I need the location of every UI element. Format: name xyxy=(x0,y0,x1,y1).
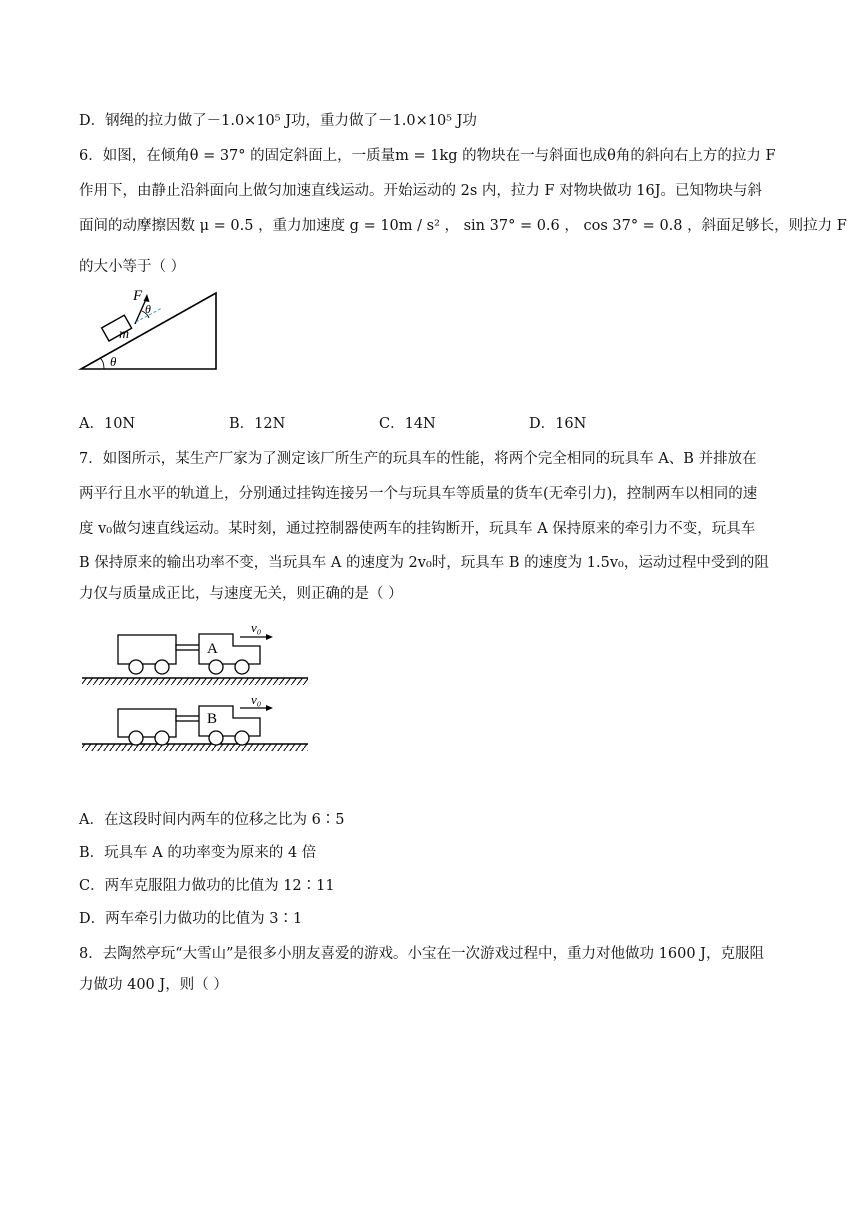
q6-option-b: B．12N xyxy=(229,416,286,432)
block-label: m xyxy=(119,327,130,342)
q6-option-c: C．14N xyxy=(379,416,436,432)
track-a xyxy=(82,678,308,685)
velocity-label-b: v₀ xyxy=(251,692,262,707)
q7-stem-line-1: 7．如图所示，某生产厂家为了测定该厂所生产的玩具车的性能，将两个完全相同的玩具车 A、B 并排放在 xyxy=(79,451,757,467)
car-b-label: B xyxy=(207,711,218,727)
q6-stem-line-3: 面间的动摩擦因数 μ = 0.5 ，重力加速度 g = 10m / s² ， sin 37° = 0.6 ， cos 37° = 0.8 ，斜面足够长，则拉力 F xyxy=(79,218,847,234)
q6-stem-line-1: 6．如图，在倾角θ = 37° 的固定斜面上，一质量m = 1kg 的物块在一与斜面也成θ角的斜向右上方的拉力 F xyxy=(79,148,776,164)
cargo-car-a xyxy=(118,635,201,674)
angle-arc-bottom xyxy=(100,358,104,369)
q6-option-d: D．16N xyxy=(529,416,587,432)
track-b xyxy=(82,744,308,751)
force-arrowhead xyxy=(144,294,150,302)
q7-stem-line-4: B 保持原来的输出功率不变，当玩具车 A 的速度为 2v₀时，玩具车 B 的速度为 1.5v₀，运动过程中受到的阻 xyxy=(79,555,769,571)
q8-stem-line-2: 力做功 400 J，则（ ） xyxy=(79,977,228,993)
q7-stem-line-3: 度 v₀做匀速直线运动。某时刻，通过控制器使两车的挂钩断开，玩具车 A 保持原来的牵引力不变，玩具车 xyxy=(79,521,756,537)
q7-stem-line-5: 力仅与质量成正比，与速度无关，则正确的是（ ） xyxy=(79,586,403,602)
q7-option-a: A．在这段时间内两车的位移之比为 6∶5 xyxy=(79,812,345,828)
force-label: F xyxy=(133,288,143,304)
angle-label-top: θ xyxy=(145,302,151,316)
q7-option-b: B．玩具车 A 的功率变为原来的 4 倍 xyxy=(79,845,317,861)
q6-incline-figure xyxy=(78,284,223,374)
q6-option-a: A．10N xyxy=(79,416,136,432)
q5-option-d: D．钢绳的拉力做了－1.0×10⁵ J功，重力做了－1.0×10⁵ J功 xyxy=(79,113,477,129)
q7-stem-line-2: 两平行且水平的轨道上，分别通过挂钩连接另一个与玩具车等质量的货车(无牵引力)，控制两车以相同的速 xyxy=(79,486,758,502)
q8-stem-line-1: 8．去陶然亭玩“大雪山”是很多小朋友喜爱的游戏。小宝在一次游戏过程中，重力对他做功 1600 J，克服阻 xyxy=(79,946,764,962)
angle-label-bottom: θ xyxy=(110,354,117,369)
q7-toy-cars-figure xyxy=(82,620,312,760)
q7-option-c: C．两车克服阻力做功的比值为 12∶11 xyxy=(79,878,335,894)
q6-stem-line-4: 的大小等于（ ） xyxy=(79,259,186,275)
q7-option-d: D．两车牵引力做功的比值为 3∶1 xyxy=(79,911,303,927)
q6-stem-line-2: 作用下，由静止沿斜面向上做匀加速直线运动。开始运动的 2s 内，拉力 F 对物块做功 16J。已知物块与斜 xyxy=(79,183,763,199)
cargo-car-b xyxy=(118,709,201,745)
car-a-label: A xyxy=(207,641,218,657)
velocity-label-a: v₀ xyxy=(251,620,262,635)
